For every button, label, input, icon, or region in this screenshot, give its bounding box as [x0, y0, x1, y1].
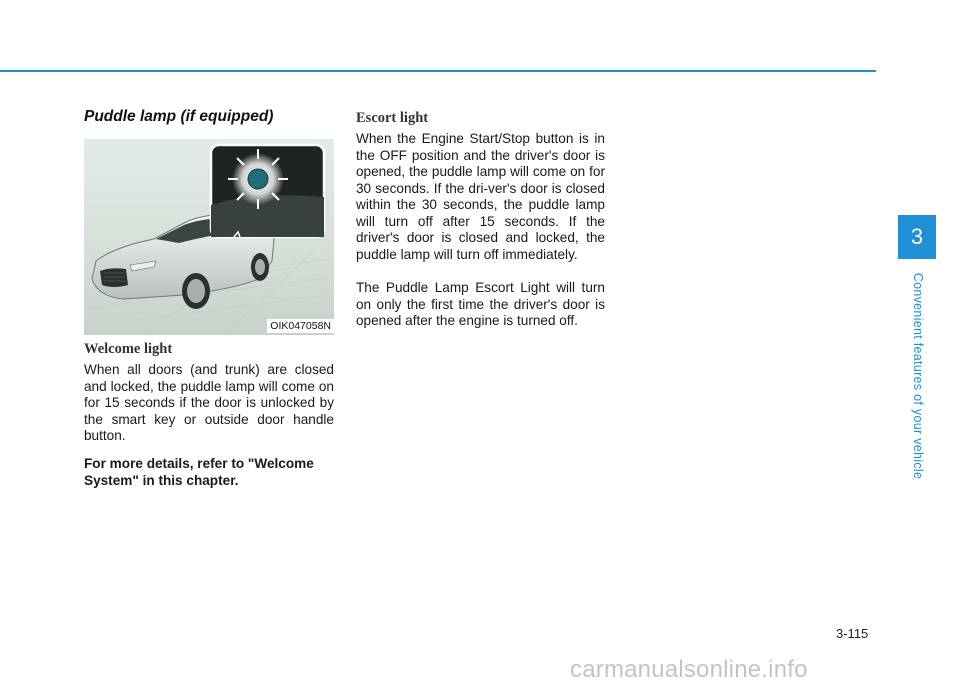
watermark: carmanualsonline.info	[570, 656, 808, 683]
welcome-system-note: For more details, refer to "Welcome System" in this chapter.	[84, 456, 314, 488]
figure-code: OIK047058N	[267, 319, 334, 333]
section-title: Puddle lamp (if equipped)	[84, 108, 274, 125]
page-number: 3-115	[836, 626, 869, 641]
escort-light-body-1: When the Engine Start/Stop button is in the OFF position and the driver's door is opened, the puddle lamp will come on for 30 seconds. If the dri-ver's door is closed within the 30 seconds, the puddle lamp will turn off after 15 seconds. If the driver's door is closed and locked, the puddle lamp will turn off immediately.	[356, 131, 605, 262]
puddle-lamp-figure	[84, 139, 334, 335]
escort-light-body-2: The Puddle Lamp Escort Light will turn on only the first time the driver's door is opened after the engine is turned off.	[356, 280, 605, 328]
header-rule	[0, 70, 876, 72]
chapter-title: Convenient features of your vehicle	[911, 272, 925, 480]
chapter-number-tab: 3	[898, 215, 936, 259]
car-illustration	[84, 139, 334, 335]
welcome-light-heading: Welcome light	[84, 341, 173, 357]
welcome-light-body: When all doors (and trunk) are closed and locked, the puddle lamp will come on for 15 seconds if the door is unlocked by the smart key or outside door handle button.	[84, 362, 334, 443]
escort-light-heading: Escort light	[356, 110, 429, 126]
